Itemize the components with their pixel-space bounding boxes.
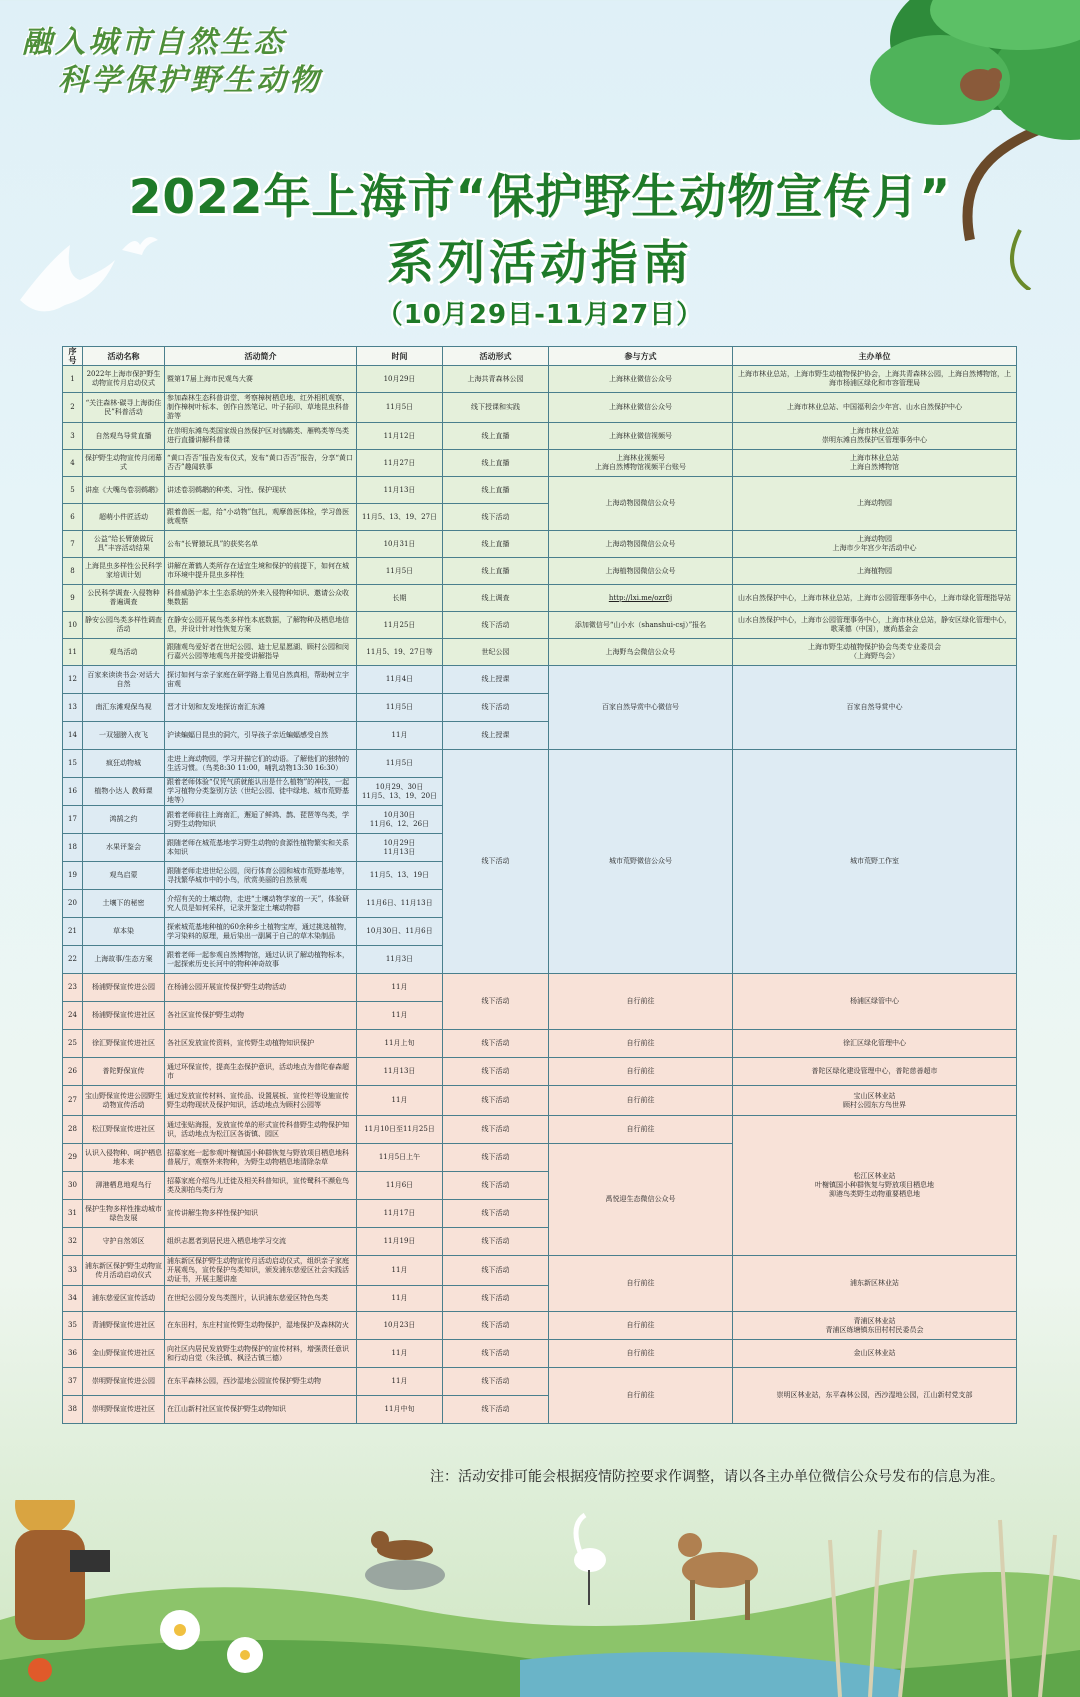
cell-no: 19 <box>63 862 83 890</box>
cell-name: 南汇东滩观保鸟视 <box>83 694 165 722</box>
cell-org: 山水自然保护中心，上海市林业总站，上海市公园管理事务中心，上海市绿化管理指导站 <box>733 585 1017 612</box>
header-form: 活动形式 <box>443 347 549 366</box>
cell-name: 认识入侵物种、呵护栖息地本来 <box>83 1144 165 1172</box>
cell-no: 6 <box>63 504 83 531</box>
cell-no: 33 <box>63 1256 83 1286</box>
cell-intro: 跟随老师在城荒基地学习野生动物的食源性植物繁实和关系本知识 <box>165 834 357 862</box>
table-row <box>63 750 1017 778</box>
cell-join: 自行前往 <box>549 1256 733 1312</box>
cell-no: 22 <box>63 946 83 974</box>
cell-form: 线上调查 <box>443 585 549 612</box>
cell-intro: 讲解在萧鹤人类所存在适宜生境和保护的前提下，如何在城市环境中提升昆虫多样性 <box>165 558 357 585</box>
cell-form: 线下活动 <box>443 504 549 531</box>
egret-icon <box>574 1515 606 1605</box>
table-row <box>63 639 1017 666</box>
activity-table <box>62 346 1017 1424</box>
cell-org: 上海市林业总站、中国福利会少年宫、山水自然保护中心 <box>733 393 1017 423</box>
cell-join: 自行前往 <box>549 1030 733 1058</box>
table-row <box>63 366 1017 393</box>
cell-form: 线上直播 <box>443 450 549 477</box>
cell-time: 11月5日 <box>357 750 443 778</box>
cell-org: 上海市林业总站 崇明东滩自然保护区管理事务中心 <box>733 423 1017 450</box>
cell-name: 一双翅膀入夜飞 <box>83 722 165 750</box>
cell-intro: 沪读蝙蝠日昆虫的洞穴，引导孩子亲近蝙蝠感受自然 <box>165 722 357 750</box>
cell-name: 鸿鹄之约 <box>83 806 165 834</box>
cell-join: 上海植物园微信公众号 <box>549 558 733 585</box>
table-row <box>63 558 1017 585</box>
cell-intro: 在崇明东滩鸟类国家级自然保护区对鸻鹬类、雁鸭类等鸟类进行直播讲解科普课 <box>165 423 357 450</box>
cell-form: 线下活动 <box>443 1368 549 1396</box>
cell-time: 11月 <box>357 1256 443 1286</box>
cell-time: 11月19日 <box>357 1228 443 1256</box>
cell-time: 11月5、13、19日 <box>357 862 443 890</box>
cell-form: 线下活动 <box>443 1116 549 1144</box>
cell-no: 38 <box>63 1396 83 1424</box>
cell-time: 11月4日 <box>357 666 443 694</box>
cell-name: 植物小达人 教师课 <box>83 778 165 806</box>
cell-org: 上海市林业总站，上海市野生动植物保护协会，上海共青森林公园，上海自然博物馆，上海市杨浦区绿化和市容管理局 <box>733 366 1017 393</box>
cell-form: 线下活动 <box>443 1172 549 1200</box>
cell-form: 线上直播 <box>443 477 549 504</box>
cell-form: 线下活动 <box>443 1058 549 1086</box>
cell-intro: 跟着老师前往上海南汇，邂逅了鲜鸿、鹊、琵琶等鸟类，学习野生动物知识 <box>165 806 357 834</box>
cell-no: 24 <box>63 1002 83 1030</box>
cell-org: 山水自然保护中心，上海市公园管理事务中心，上海市林业总站，静安区绿化管理中心，歌莱德（中国），康尚基金会 <box>733 612 1017 639</box>
cell-intro: 在东平森林公园，西沙湿地公园宣传保护野生动物 <box>165 1368 357 1396</box>
cell-no: 18 <box>63 834 83 862</box>
cell-intro: 在东田村，东庄村宣传野生动物保护，湿地保护及森林防火 <box>165 1312 357 1340</box>
cell-intro: 招募家庭介绍鸟儿迁徙及相关科普知识，宣传鹭科不濒危鸟类及泖拍鸟类行为 <box>165 1172 357 1200</box>
slogan-line1: 融入城市自然生态 <box>22 25 286 60</box>
cell-form: 线下活动 <box>443 750 549 974</box>
cell-form: 线下活动 <box>443 612 549 639</box>
cell-no: 8 <box>63 558 83 585</box>
cell-form: 线下活动 <box>443 1144 549 1172</box>
cell-no: 30 <box>63 1172 83 1200</box>
cell-join: 自行前往 <box>549 1312 733 1340</box>
cell-form: 线上直播 <box>443 558 549 585</box>
table-row <box>63 450 1017 477</box>
cell-time: 11月25日 <box>357 612 443 639</box>
cell-form: 线上直播 <box>443 531 549 558</box>
cell-time: 长期 <box>357 585 443 612</box>
deer-icon <box>678 1533 758 1620</box>
table-row <box>63 666 1017 694</box>
cell-name: 讲座《大嘴鸟卷羽鹈鹕》 <box>83 477 165 504</box>
cell-org: 上海动物园 <box>733 477 1017 531</box>
cell-name: 浦东慈爱区宣传活动 <box>83 1286 165 1312</box>
cell-join: 自行前往 <box>549 1086 733 1116</box>
cell-time: 11月5日 <box>357 393 443 423</box>
cell-time: 11月 <box>357 722 443 750</box>
cell-org: 百家自然导赏中心 <box>733 666 1017 750</box>
cell-name: 普陀野保宣传 <box>83 1058 165 1086</box>
cell-form: 线上授课 <box>443 666 549 694</box>
table-row <box>63 585 1017 612</box>
cell-name: 浦东新区保护野生动物宣传月活动启动仪式 <box>83 1256 165 1286</box>
cell-name: 杨浦野保宣传进社区 <box>83 1002 165 1030</box>
cell-join: 上海林业视频号 上海自然博物馆视频平台账号 <box>549 450 733 477</box>
date-range: （10月29日-11月27日） <box>376 300 704 330</box>
cell-intro: 公布“长臂猿玩具”的获奖名单 <box>165 531 357 558</box>
table-row <box>63 974 1017 1002</box>
cell-name: 青浦野保宣传进社区 <box>83 1312 165 1340</box>
cell-time: 11月 <box>357 1340 443 1368</box>
cell-name: 土壤下的秘密 <box>83 890 165 918</box>
cell-name: 超萌小件匠活动 <box>83 504 165 531</box>
weasel-icon <box>365 1531 445 1590</box>
header-no: 序号 <box>63 347 83 366</box>
cell-name: 崇明野保宣传进社区 <box>83 1396 165 1424</box>
cell-name: 观鸟启蒙 <box>83 862 165 890</box>
cell-intro: 跟随老师走进世纪公园，闵行体育公园和城市荒野基地等，寻找繁华城市中的小鸟，欣赏美丽的自然景观 <box>165 862 357 890</box>
table-row <box>63 393 1017 423</box>
cell-time: 11月10日至11月25日 <box>357 1116 443 1144</box>
cell-form: 线上直播 <box>443 423 549 450</box>
cell-form: 线下活动 <box>443 1340 549 1368</box>
cell-time: 11月 <box>357 1086 443 1116</box>
cell-time: 10月30日 11月6、12、26日 <box>357 806 443 834</box>
cell-intro: 通过张贴海报，发放宣传单的形式宣传科普野生动物保护知识，活动地点为松江区各街镇、园区 <box>165 1116 357 1144</box>
cell-intro: 参加森林生态科普讲堂、考察樟树栖息地、红外相机观察、制作樟树叶标本、创作自然笔记、叶子拓印、草地昆虫科普游等 <box>165 393 357 423</box>
cell-org: 青浦区林业站 青浦区练塘镇东田村村民委员会 <box>733 1312 1017 1340</box>
cell-join: 添加微信号“山小水（shanshui-csj）”报名 <box>549 612 733 639</box>
cell-no: 36 <box>63 1340 83 1368</box>
cell-intro: 讲述卷羽鹈鹕的种类、习性、保护现状 <box>165 477 357 504</box>
cell-join: 百家自然导赏中心微信号 <box>549 666 733 750</box>
table-row <box>63 1030 1017 1058</box>
table-row <box>63 1256 1017 1286</box>
cell-no: 25 <box>63 1030 83 1058</box>
cell-form: 线上授课 <box>443 722 549 750</box>
cell-form: 线下活动 <box>443 1286 549 1312</box>
activity-table-wrapper <box>62 346 1016 1465</box>
cell-name: 宝山野保宣传进公园野生动物宣传活动 <box>83 1086 165 1116</box>
cell-no: 35 <box>63 1312 83 1340</box>
cell-join: 上海野鸟会微信公众号 <box>549 639 733 666</box>
cell-name: 崇明野保宣传进公园 <box>83 1368 165 1396</box>
cell-name: 保护野生动物宣传月闭幕式 <box>83 450 165 477</box>
cell-form: 线下活动 <box>443 1086 549 1116</box>
cell-no: 2 <box>63 393 83 423</box>
table-row <box>63 1058 1017 1086</box>
cell-form: 线下活动 <box>443 1256 549 1286</box>
cell-name: 泖港栖息地观鸟行 <box>83 1172 165 1200</box>
cell-no: 5 <box>63 477 83 504</box>
cell-name: 松江野保宣传进社区 <box>83 1116 165 1144</box>
cell-time: 10月29日 11月13日 <box>357 834 443 862</box>
cell-name: 守护自然郊区 <box>83 1228 165 1256</box>
cell-time: 11月13日 <box>357 477 443 504</box>
cell-time: 10月29日 <box>357 366 443 393</box>
cell-org: 崇明区林业站，东平森林公园，西沙湿地公园，江山新村党支部 <box>733 1368 1017 1424</box>
cell-intro: 跟着兽医一起，给“小动物”包扎，观摩兽医体检，学习兽医就观察 <box>165 504 357 531</box>
cell-join: 上海林业微信视频号 <box>549 423 733 450</box>
cell-time: 11月5日 <box>357 558 443 585</box>
table-row <box>63 1086 1017 1116</box>
cell-time: 11月 <box>357 1286 443 1312</box>
cell-name: 观鸟活动 <box>83 639 165 666</box>
cell-time: 10月23日 <box>357 1312 443 1340</box>
cell-time: 11月5日上午 <box>357 1144 443 1172</box>
cell-intro: 在杨浦公园开展宣传保护野生动物活动 <box>165 974 357 1002</box>
header-org: 主办单位 <box>733 347 1017 366</box>
cell-join: 上海林业微信公众号 <box>549 366 733 393</box>
cell-time: 11月17日 <box>357 1200 443 1228</box>
cell-no: 14 <box>63 722 83 750</box>
cell-name: 上海故事/生态方案 <box>83 946 165 974</box>
cell-name: 疯狂动物城 <box>83 750 165 778</box>
cell-intro: 跟着老师一起参观自然博物馆，通过认识了解动植物标本，一起探索历史长河中的物种神奇故事 <box>165 946 357 974</box>
cell-time: 11月中旬 <box>357 1396 443 1424</box>
cell-name: 徐汇野保宣传进社区 <box>83 1030 165 1058</box>
cell-name: 静安公园鸟类多样性调查活动 <box>83 612 165 639</box>
cell-no: 34 <box>63 1286 83 1312</box>
header-intro: 活动简介 <box>165 347 357 366</box>
cell-no: 31 <box>63 1200 83 1228</box>
slogan <box>22 24 322 100</box>
cell-join: 禹悦迎生态微信公众号 <box>549 1144 733 1256</box>
cell-intro: 招募家庭一起参观叶榭镇国小种群恢复与野放项目栖息地科普展厅，观察外来物种，为野生动物栖息地清除杂草 <box>165 1144 357 1172</box>
cell-form: 线下授课和实践 <box>443 393 549 423</box>
cell-no: 16 <box>63 778 83 806</box>
cell-org: 上海市野生动植物保护协会鸟类专业委员会 （上海野鸟会） <box>733 639 1017 666</box>
footnote: 注：活动安排可能会根据疫情防控要求作调整，请以各主办单位微信公众号发布的信息为准。 <box>430 1469 1004 1485</box>
table-row <box>63 1312 1017 1340</box>
table-row <box>63 477 1017 504</box>
cell-form: 线下活动 <box>443 1228 549 1256</box>
cell-intro: 通过环保宣传，提高生态保护意识，活动地点为普陀春森超市 <box>165 1058 357 1086</box>
cell-time: 11月上旬 <box>357 1030 443 1058</box>
cell-intro: 介绍有关的土壤动物，走进“土壤动物学家的一天”，体验研究人员是如何采样，记录并鉴定土壤动物群 <box>165 890 357 918</box>
cell-intro: 晋才计划和友发地探访南汇东滩 <box>165 694 357 722</box>
cell-org: 上海植物园 <box>733 558 1017 585</box>
cell-intro: 各社区宣传保护野生动物 <box>165 1002 357 1030</box>
cell-name: 金山野保宣传进社区 <box>83 1340 165 1368</box>
cell-intro: 跟着老师体验“仅凭气质就能认出是什么植物”的神技，一起学习植物分类鉴别方法（世纪公园、徒中绿地、城市荒野基地等） <box>165 778 357 806</box>
cell-join: 上海林业微信公众号 <box>549 393 733 423</box>
cell-intro: 组织志愿者到居民进入栖息地学习交流 <box>165 1228 357 1256</box>
cell-intro: 暨第17届上海市民观鸟大赛 <box>165 366 357 393</box>
cell-time: 11月6日 <box>357 1172 443 1200</box>
cell-join: 自行前往 <box>549 1058 733 1086</box>
cell-intro: 在江山新村社区宣传保护野生动物知识 <box>165 1396 357 1424</box>
table-row <box>63 1340 1017 1368</box>
cell-intro: 宣传讲解生物多样性保护知识 <box>165 1200 357 1228</box>
cell-org: 城市荒野工作室 <box>733 750 1017 974</box>
page-subtitle: 系列活动指南 <box>387 236 693 291</box>
cell-no: 12 <box>63 666 83 694</box>
cell-form: 线下活动 <box>443 1030 549 1058</box>
cell-join: 自行前往 <box>549 974 733 1030</box>
survey-link[interactable]: http://lxi.me/ozr8j <box>549 585 733 612</box>
header-time: 时间 <box>357 347 443 366</box>
cell-name: 水果评鉴会 <box>83 834 165 862</box>
slogan-line2: 科学保护野生动物 <box>58 63 322 98</box>
cell-intro: 通过发放宣传材料、宣传品、设置展板、宣传栏等设施宣传野生动物现状及保护知识，活动地点为顾村公园等 <box>165 1086 357 1116</box>
cell-intro: 向社区内居民发放野生动物保护的宣传材料，增强责任意识和行动自觉（朱泾镇、枫泾古镇三德） <box>165 1340 357 1368</box>
page-title: 2022年上海市“保护野生动物宣传月” <box>128 170 952 225</box>
cell-intro: 走进上海动物园，学习并描它们的动语。了解他们的独特的生活习惯。（鸟类8:30 11:00，哺乳动物13:30 16:30） <box>165 750 357 778</box>
cell-no: 21 <box>63 918 83 946</box>
cell-org: 普陀区绿化建设管理中心，普陀慈善超市 <box>733 1058 1017 1086</box>
cell-time: 10月29、30日 11月5、13、19、20日 <box>357 778 443 806</box>
cell-no: 23 <box>63 974 83 1002</box>
cell-no: 28 <box>63 1116 83 1144</box>
cell-no: 4 <box>63 450 83 477</box>
cell-join: 自行前往 <box>549 1340 733 1368</box>
cell-intro: 在静安公园开展鸟类多样性本底数据，了解物种及栖息地信息，并设计针对性恢复方案 <box>165 612 357 639</box>
cell-no: 3 <box>63 423 83 450</box>
cell-no: 7 <box>63 531 83 558</box>
cell-no: 1 <box>63 366 83 393</box>
cell-time: 10月31日 <box>357 531 443 558</box>
cell-intro: 科普威胁沪本土生态系统的外来入侵物种知识、邀请公众收集数据 <box>165 585 357 612</box>
cell-name: 自然观鸟导赏直播 <box>83 423 165 450</box>
cell-form: 线下活动 <box>443 974 549 1030</box>
cell-name: 百家来读读书会·对话大自然 <box>83 666 165 694</box>
cell-org: 宝山区林业站 顾村公园东方鸟世界 <box>733 1086 1017 1116</box>
table-row <box>63 1116 1017 1144</box>
cell-no: 26 <box>63 1058 83 1086</box>
header-join: 参与方式 <box>549 347 733 366</box>
table-row <box>63 423 1017 450</box>
cell-join: 城市荒野微信公众号 <box>549 750 733 974</box>
cell-time: 11月3日 <box>357 946 443 974</box>
cell-intro: 浦东新区保护野生动物宣传月活动启动仪式，组织亲子家庭开展观鸟，宣传保护鸟类知识，颁发浦东慈爱区社会实践活动证书，开展主题讲座 <box>165 1256 357 1286</box>
cell-org: 浦东新区林业站 <box>733 1256 1017 1312</box>
cell-intro: 探索城荒基地种植的60余种乡土植物宝库，通过挑选植物，学习染料的原理，最后染出一副属于自己的草木染制品 <box>165 918 357 946</box>
cell-time: 10月30日、11月6日 <box>357 918 443 946</box>
table-header <box>63 347 1017 366</box>
cell-time: 11月 <box>357 1002 443 1030</box>
cell-intro: “黄口否否”报告发布仪式，发布“黄口否否”报告，分享“黄口否否”趣闻轶事 <box>165 450 357 477</box>
cell-no: 37 <box>63 1368 83 1396</box>
cell-intro: 各社区发放宣传资料，宣传野生动植物知识保护 <box>165 1030 357 1058</box>
cell-time: 11月5、19、27日等 <box>357 639 443 666</box>
cell-org: 杨浦区绿管中心 <box>733 974 1017 1030</box>
cell-name: “关注森林·碳寻上海街住民”科普活动 <box>83 393 165 423</box>
cell-no: 11 <box>63 639 83 666</box>
cell-form: 上海共青森林公园 <box>443 366 549 393</box>
cell-time: 11月 <box>357 1368 443 1396</box>
cell-join: 自行前往 <box>549 1368 733 1424</box>
cell-name: 公益“给长臂猿做玩具”丰容活动结果 <box>83 531 165 558</box>
table-row <box>63 1368 1017 1396</box>
header-name: 活动名称 <box>83 347 165 366</box>
cell-org: 徐汇区绿化管理中心 <box>733 1030 1017 1058</box>
cell-name: 2022年上海市保护野生动物宣传月启动仪式 <box>83 366 165 393</box>
cell-no: 17 <box>63 806 83 834</box>
nature-scene <box>0 1500 1080 1697</box>
cell-time: 11月13日 <box>357 1058 443 1086</box>
cell-time: 11月 <box>357 974 443 1002</box>
cell-time: 11月5、13、19、27日 <box>357 504 443 531</box>
cell-name: 保护生物多样性推动城市绿色发展 <box>83 1200 165 1228</box>
cell-time: 11月5日 <box>357 694 443 722</box>
cell-name: 上海昆虫多样性公民科学家培训计划 <box>83 558 165 585</box>
cell-time: 11月12日 <box>357 423 443 450</box>
cell-form: 线下活动 <box>443 1312 549 1340</box>
cell-intro: 在世纪公园分发鸟类图片，认识浦东慈爱区特色鸟类 <box>165 1286 357 1312</box>
cell-join: 上海动物园微信公众号 <box>549 477 733 531</box>
cell-org: 金山区林业站 <box>733 1340 1017 1368</box>
cell-no: 29 <box>63 1144 83 1172</box>
cell-time: 11月27日 <box>357 450 443 477</box>
cell-join: 上海动物园微信公众号 <box>549 531 733 558</box>
cell-name: 公民科学调查·入侵物种普遍调查 <box>83 585 165 612</box>
cell-no: 15 <box>63 750 83 778</box>
cell-name: 杨浦野保宣传进公园 <box>83 974 165 1002</box>
cell-time: 11月6日、11月13日 <box>357 890 443 918</box>
cell-org: 上海动物园 上海市少年宫少年活动中心 <box>733 531 1017 558</box>
cell-no: 9 <box>63 585 83 612</box>
cell-no: 32 <box>63 1228 83 1256</box>
cell-no: 13 <box>63 694 83 722</box>
cell-org: 松江区林业站 叶榭镇国小种群恢复与野放项目栖息地 泖港鸟类野生动物重要栖息地 <box>733 1116 1017 1256</box>
table-row <box>63 612 1017 639</box>
cell-intro: 跟随观鸟爱好者在世纪公园、迪士尼星愿湖、顾村公园和闵行嘉兴公园等地观鸟并接受讲解指导 <box>165 639 357 666</box>
table-row <box>63 531 1017 558</box>
cell-intro: 探讨如何与亲子家庭在研学路上看见自然真相，帮助树立宇宙观 <box>165 666 357 694</box>
cell-form: 线下活动 <box>443 1200 549 1228</box>
cell-org: 上海市林业总站 上海自然博物馆 <box>733 450 1017 477</box>
cell-name: 草本染 <box>83 918 165 946</box>
cell-join: 自行前往 <box>549 1116 733 1144</box>
cell-no: 20 <box>63 890 83 918</box>
cell-no: 27 <box>63 1086 83 1116</box>
cell-form: 线下活动 <box>443 1396 549 1424</box>
cell-form: 世纪公园 <box>443 639 549 666</box>
cell-form: 线下活动 <box>443 694 549 722</box>
cell-no: 10 <box>63 612 83 639</box>
